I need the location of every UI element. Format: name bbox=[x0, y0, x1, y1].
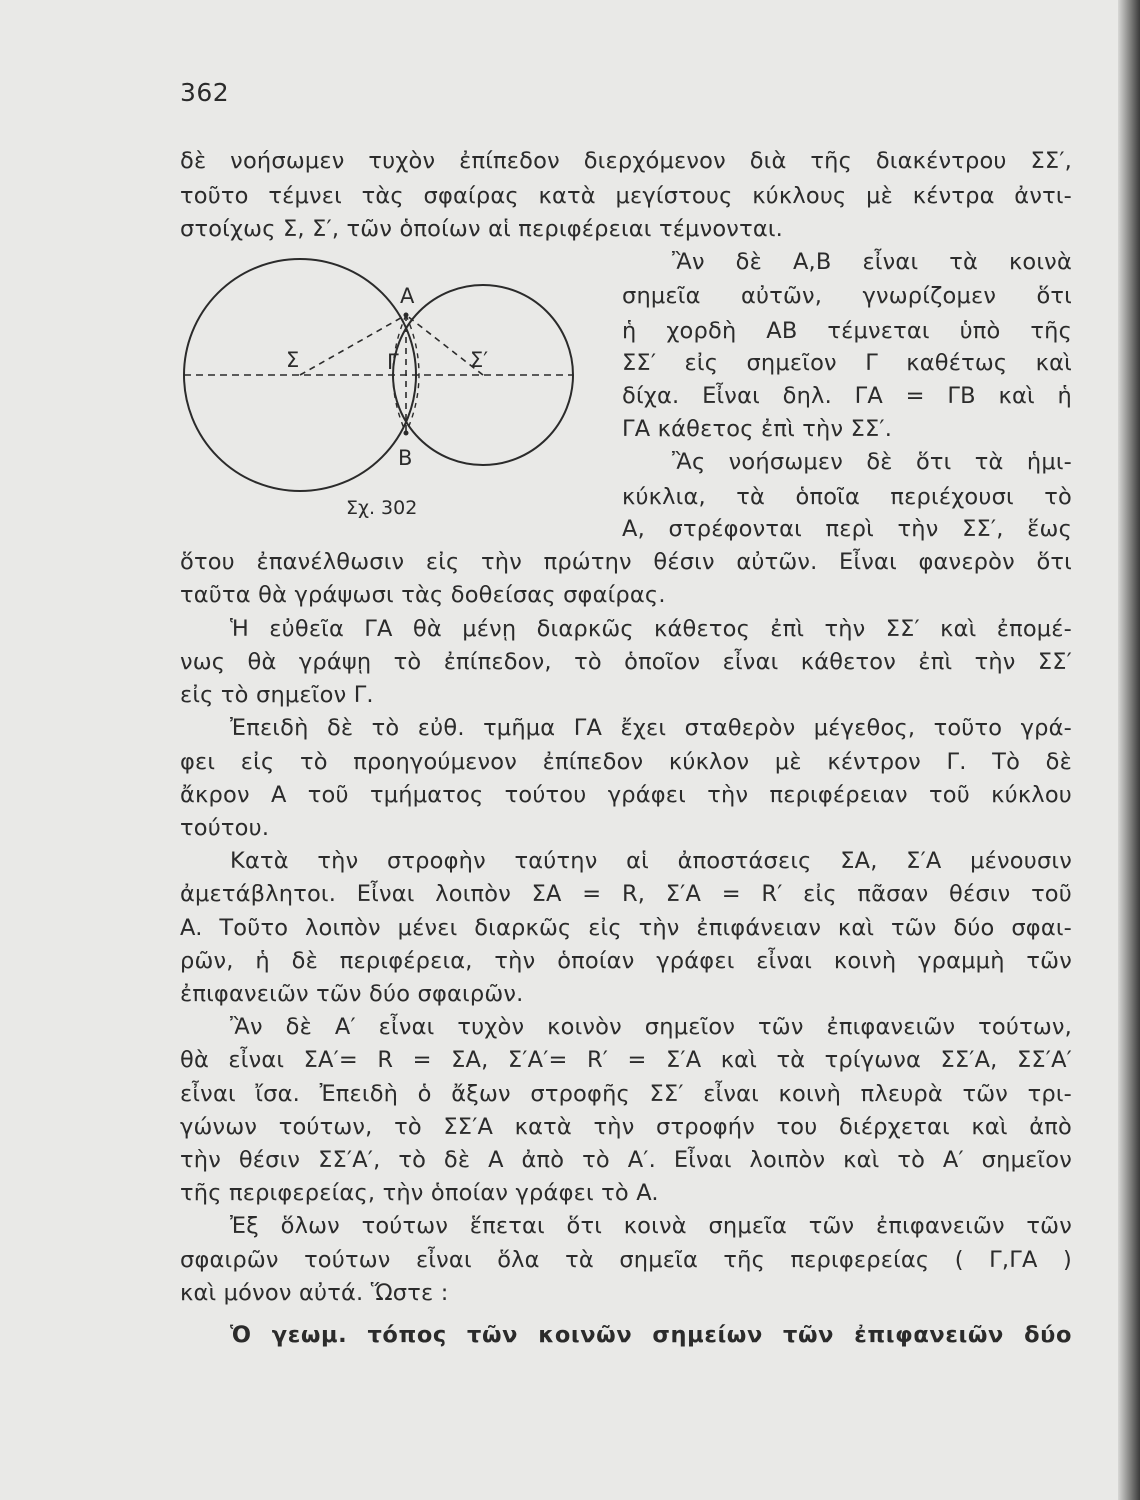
label-a: A bbox=[400, 284, 415, 308]
text-line: δίχα. Εἶναι δηλ. ΓA = ΓB καὶ ἡ bbox=[622, 383, 1072, 409]
text-line: Κατὰ τὴν στροφὴν ταύτην αἱ ἀποστάσεις ΣA, Σ′A μένουσιν bbox=[230, 848, 1072, 874]
label-b: B bbox=[398, 446, 413, 470]
text-line: ΓA κάθετος ἐπὶ τὴν ΣΣ′. bbox=[622, 416, 893, 442]
point-a bbox=[404, 313, 409, 318]
figure-302 bbox=[180, 255, 580, 535]
text-line: ὅτου ἐπανέλθωσιν εἰς τὴν πρώτην θέσιν αὐτῶν. Εἶναι φανερὸν ὅτι bbox=[180, 549, 1072, 575]
text-line: τὴν θέσιν ΣΣ′A′, τὸ δὲ A ἀπὸ τὸ A′. Εἶναι λοιπὸν καὶ τὸ A′ σημεῖον bbox=[180, 1147, 1072, 1173]
text-line: Ἐξ ὅλων τούτων ἕπεται ὅτι κοινὰ σημεῖα τῶν ἐπιφανειῶν τῶν bbox=[230, 1213, 1072, 1239]
label-sigma-prime: Σ′ bbox=[470, 348, 489, 372]
text-line: σφαιρῶν τούτων εἶναι ὅλα τὰ σημεῖα τῆς περιφερείας ( Γ,ΓA ) bbox=[180, 1247, 1072, 1273]
label-gamma: Γ bbox=[387, 350, 399, 374]
text-line: ταῦτα θὰ γράψωσι τὰς δοθείσας σφαίρας. bbox=[180, 582, 666, 608]
text-line: κύκλια, τὰ ὁποῖα περιέχουσι τὸ bbox=[622, 484, 1072, 510]
figure-caption: Σχ. 302 bbox=[346, 497, 418, 519]
text-line: στοίχως Σ, Σ′, τῶν ὁποίων αἱ περιφέρειαι τέμνονται. bbox=[180, 216, 784, 242]
text-line: εἶναι ἴσα. Ἐπειδὴ ὁ ἄξων στροφῆς ΣΣ′ εἶναι κοινὴ πλευρὰ τῶν τρι- bbox=[180, 1081, 1072, 1107]
text-line: ἄκρον A τοῦ τμήματος τούτου γράφει τὴν περιφέρειαν τοῦ κύκλου bbox=[180, 782, 1072, 808]
text-line: Ἂν δὲ A,B εἶναι τὰ κοινὰ bbox=[672, 249, 1072, 275]
page-number: 362 bbox=[180, 78, 230, 107]
text-line: τοῦτο τέμνει τὰς σφαίρας κατὰ μεγίστους κύκλους μὲ κέντρα ἀντι- bbox=[180, 183, 1072, 209]
theorem-heading-line: Ὁ γεωμ. τόπος τῶν κοινῶν σημείων τῶν ἐπιφανειῶν δύο bbox=[230, 1322, 1072, 1348]
page-edge-shadow bbox=[1118, 0, 1140, 1500]
text-line: A. Τοῦτο λοιπὸν μένει διαρκῶς εἰς τὴν ἐπιφάνειαν καὶ τῶν δύο σφαι- bbox=[180, 915, 1072, 941]
text-line: γώνων τούτων, τὸ ΣΣ′A κατὰ τὴν στροφήν του διέρχεται καὶ ἀπὸ bbox=[180, 1114, 1072, 1140]
text-line: φει εἰς τὸ προηγούμενον ἐπίπεδον κύκλον μὲ κέντρον Γ. Τὸ δὲ bbox=[180, 749, 1072, 775]
text-line: Ἡ εὐθεῖα ΓA θὰ μένῃ διαρκῶς κάθετος ἐπὶ τὴν ΣΣ′ καὶ ἐπομέ- bbox=[230, 616, 1072, 642]
text-line: ΣΣ′ εἰς σημεῖον Γ καθέτως καὶ bbox=[622, 350, 1072, 376]
text-line: A, στρέφονται περὶ τὴν ΣΣ′, ἕως bbox=[622, 516, 1072, 542]
text-line: Ἂς νοήσωμεν δὲ ὅτι τὰ ἡμι- bbox=[672, 449, 1072, 475]
text-line: εἰς τὸ σημεῖον Γ. bbox=[180, 682, 374, 708]
text-line: καὶ μόνον αὐτά. Ὥστε : bbox=[180, 1280, 449, 1306]
text-line: τούτου. bbox=[180, 815, 270, 841]
text-line: νως θὰ γράψῃ τὸ ἐπίπεδον, τὸ ὁποῖον εἶναι κάθετον ἐπὶ τὴν ΣΣ′ bbox=[180, 649, 1072, 675]
text-line: θὰ εἶναι ΣA′= R = ΣA, Σ′A′= R′ = Σ′A καὶ τὰ τρίγωνα ΣΣ′A, ΣΣ′A′ bbox=[180, 1047, 1072, 1073]
text-line: σημεῖα αὐτῶν, γνωρίζομεν ὅτι bbox=[622, 283, 1072, 309]
text-line: δὲ νοήσωμεν τυχὸν ἐπίπεδον διερχόμενον διὰ τῆς διακέντρου ΣΣ′, bbox=[180, 148, 1072, 174]
text-line: Ἂν δὲ A′ εἶναι τυχὸν κοινὸν σημεῖον τῶν ἐπιφανειῶν τούτων, bbox=[230, 1014, 1072, 1040]
text-line: Ἐπειδὴ δὲ τὸ εὐθ. τμῆμα ΓA ἔχει σταθερὸν μέγεθος, τοῦτο γρά- bbox=[230, 715, 1072, 741]
text-line: τῆς περιφερείας, τὴν ὁποίαν γράφει τὸ A. bbox=[180, 1180, 659, 1206]
text-line: ρῶν, ἡ δὲ περιφέρεια, τὴν ὁποίαν γράφει εἶναι κοινὴ γραμμὴ τῶν bbox=[180, 948, 1072, 974]
point-b bbox=[404, 431, 409, 436]
label-sigma: Σ bbox=[286, 348, 300, 372]
text-line: ἀμετάβλητοι. Εἶναι λοιπὸν ΣA = R, Σ′A = R′ εἰς πᾶσαν θέσιν τοῦ bbox=[180, 881, 1072, 907]
text-line: ἡ χορδὴ AB τέμνεται ὑπὸ τῆς bbox=[622, 318, 1072, 344]
text-line: ἐπιφανειῶν τῶν δύο σφαιρῶν. bbox=[180, 981, 524, 1007]
